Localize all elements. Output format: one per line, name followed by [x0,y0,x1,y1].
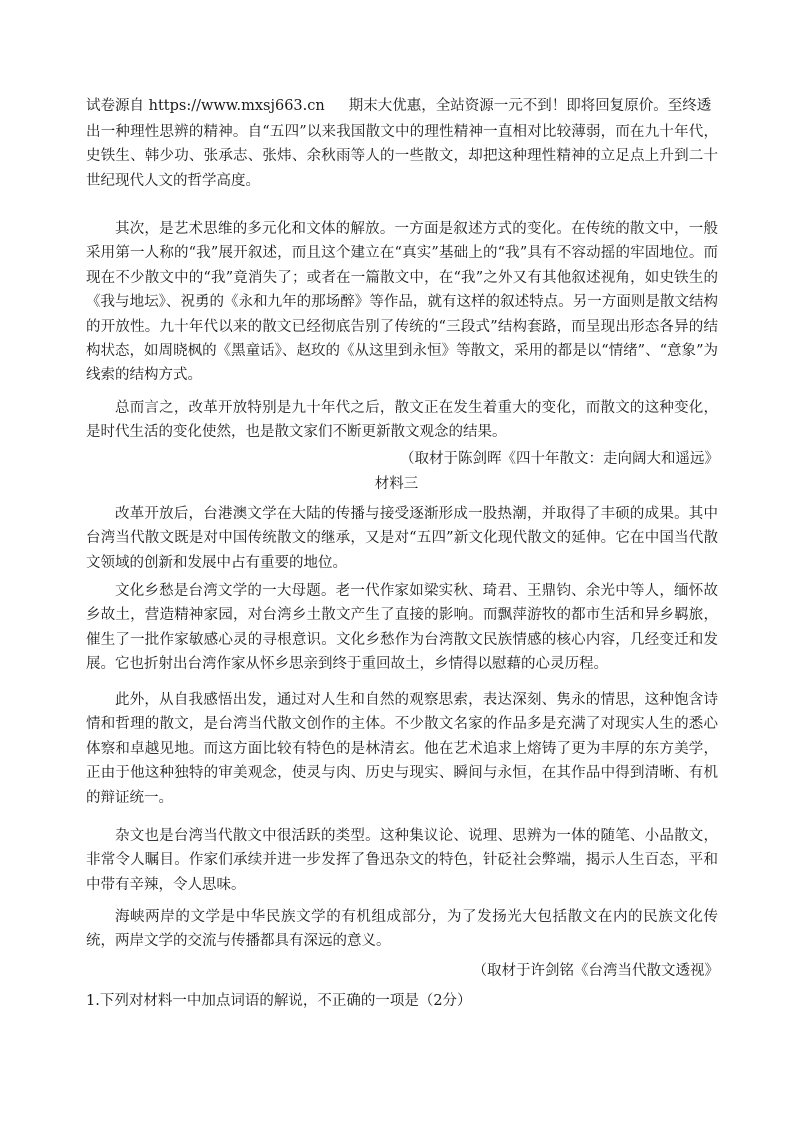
paragraph-cultural-nostalgia: 文化乡愁是台湾文学的一大母题。老一代作家如梁实秋、琦君、王鼎钧、余光中等人，缅怀故乡故土，营造精神家园，对台湾乡土散文产生了直接的影响。而飘萍游牧的都市生活和异乡羁旅，催生了一批作家敏感心灵的寻根意识。文化乡愁作为台湾散文民族情感的核心内容，几经变迁和发展。它也折射出台湾作家从怀乡思亲到终于重回故土，乡情得以慰藉的心灵历程。 [86,583,718,673]
promo-text: 期末大优惠，全站资源一元不到！即将回复原价。 [348,98,668,114]
paragraph-continuation: 出一种理性思辨的精神。自“五四”以来我国散文中的理性精神一直相对比较薄弱，而在九十年代，史铁生、韩少功、张承志、张炜、余秋雨等人的一些散文，却把这种理性精神的立足点上升到二十世纪现代人文的哲学高度。 [86,124,718,189]
source-site-text: 试卷源自 https://www.mxsj663.cn [86,98,325,114]
paragraph-zawen: 杂文也是台湾当代散文中很活跃的类型。这种集议论、说理、思辨为一体的随笔、小品散文，非常令人瞩目。作家们承续并进一步发挥了鲁迅杂文的特色，针砭社会弊端，揭示人生百态，平和中带有辛辣，令人思味。 [86,828,718,893]
source-citation-1: （取材于陈剑晖《四十年散文：走向阔大和遥远》 [400,451,719,467]
paragraph-art-thinking: 其次，是艺术思维的多元化和文体的解放。一方面是叙述方式的变化。在传统的散文中，一般采用第一人称的“我”展开叙述，而且这个建立在“真实”基础上的“我”具有不容动摇的牢固地位。而现在不少散文中的“我”竟消失了；或者在一篇散文中，在“我”之外又有其他叙述视角，如史铁生的《我与地坛》、祝勇的《永和九年的那场醉》等作品，就有这样的叙述特点。另一方面则是散文结构的开放性。九十年代以来的散文已经彻底告别了传统的“三段式”结构套路，而呈现出形态各异的结构状态，如周晓枫的《黑童话》、赵玫的《从这里到永恒》等散文，采用的都是以“情绪”、“意象”为线索的结构方式。 [86,221,718,384]
material-three-heading: 材料三 [374,476,419,492]
paragraph-summary: 总而言之，改革开放特别是九十年代之后，散文正在发生着重大的变化，而散文的这种变化，是时代生活的变化使然，也是散文家们不断更新散文观念的结果。 [86,400,718,441]
source-citation-2: （取材于许剑铭《台湾当代散文透视》 [472,963,719,979]
paragraph-cross-strait: 海峡两岸的文学是中华民族文学的有机组成部分，为了发扬光大包括散文在内的民族文化传统，两岸文学的交流与传播都具有深远的意义。 [86,909,718,950]
question-1: 1.下列对材料一中加点词语的解说，不正确的一项是（2分） [86,993,472,1009]
paragraph-self-reflection: 此外，从自我感悟出发，通过对人生和自然的观察思索，表达深刻、隽永的情思，这种饱含诗情和哲理的散文，是台湾当代散文创作的主体。不少散文名家的作品多是充满了对现实人生的悉心体察和卓越见地。而这方面比较有特色的是林清玄。他在艺术追求上熔铸了更为丰厚的东方美学，正由于他这种独特的审美观念，使灵与肉、历史与现实、瞬间与永恒，在其作品中得到清晰、有机的辩证统一。 [86,692,718,806]
header-banner [86,96,726,116]
promo-tail-text: 至终透 [667,98,712,114]
paragraph-taiwan-intro: 改革开放后，台港澳文学在大陆的传播与接受逐渐形成一股热潮，并取得了丰硕的成果。其中台湾当代散文既是对中国传统散文的继承，又是对“五四”新文化现代散文的延伸。它在中国当代散文领域的创新和发展中占有重要的地位。 [86,506,718,571]
